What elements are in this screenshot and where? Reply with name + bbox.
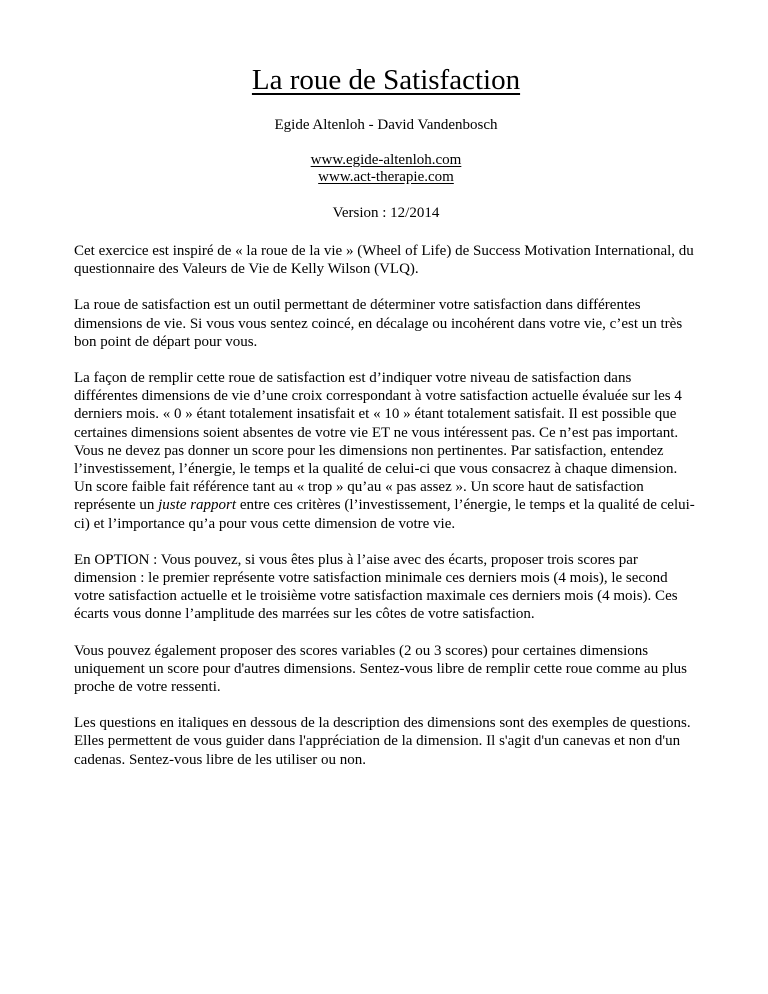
paragraph-instructions-italic: juste rapport <box>158 497 237 514</box>
paragraph-option: En OPTION : Vous pouvez, si vous êtes plus à l’aise avec des écarts, proposer trois scores par dimension : le premier représente votre satisfaction minimale ces derniers mois (4 mois), le second votre satisfaction actuelle et le troisième votre satisfaction maximale ces derniers mois (4 mois). Ces écarts vous donne l’amplitude des marrées sur les côtes de votre satisfaction. <box>74 551 678 623</box>
paragraph-variable-scores: Vous pouvez également proposer des scores variables (2 ou 3 scores) pour certaines dimensions uniquement un score pour d'autres dimensions. Sentez-vous libre de remplir cette roue comme au plus proche de votre ressenti. <box>74 642 687 696</box>
link-act-therapie[interactable]: www.act-therapie.com <box>318 169 454 185</box>
link-egide-altenloh[interactable]: www.egide-altenloh.com <box>310 152 462 168</box>
paragraph-italic-questions: Les questions en italiques en dessous de la description des dimensions sont des exemples de questions. Elles permettent de vous guider dans l'appréciation de la dimension. Il s'agit d'un canevas et non d'un cadenas. Sentez-vous libre de les utiliser ou non. <box>74 715 691 768</box>
paragraph-instructions-part2: entre ces critères (l’investissement, l’énergie, le temps et la qualité de celui-ci) et l’importance qu’a pour vous cette dimension de votre vie. <box>74 497 695 532</box>
paragraph-definition: La roue de satisfaction est un outil permettant de déterminer votre satisfaction dans différentes dimensions de vie. Si vous vous sentez coincé, en décalage ou incohérent dans votre vie, c’est un très bon point de départ pour vous. <box>74 297 683 350</box>
title-text: La roue de Satisfaction <box>251 64 521 96</box>
authors-line: Egide Altenloh - David Vandenbosch <box>274 117 498 133</box>
paragraph-instructions <box>74 369 698 533</box>
version-line: Version : 12/2014 <box>332 205 440 221</box>
document-page <box>74 62 698 787</box>
website-links <box>74 152 698 186</box>
page-title <box>74 62 698 98</box>
paragraph-intro: Cet exercice est inspiré de « la roue de la vie » (Wheel of Life) de Success Motivation International, du questionnaire des Valeurs de Vie de Kelly Wilson (VLQ). <box>74 243 694 278</box>
paragraph-instructions-part1: La façon de remplir cette roue de satisfaction est d’indiquer votre niveau de satisfaction dans différentes dimensions de vie d’une croix correspondant à votre satisfaction actuelle évaluée sur les 4 derniers mois. « 0 » étant totalement insatisfait et « 10 » étant totalement satisfait. Il est possible que certaines dimensions soient absentes de votre vie ET ne vous intéressent pas. Ce n’est pas important. Vous ne devez pas donner un score pour les dimensions non pertinentes. Par satisfaction, entendez l’investissement, l’énergie, le temps et la qualité de celui-ci que vous consacrez à chaque dimension. Un score faible fait référence tant au « trop » qu’au « pas assez ». Un score haut de satisfaction représente un <box>74 370 682 514</box>
